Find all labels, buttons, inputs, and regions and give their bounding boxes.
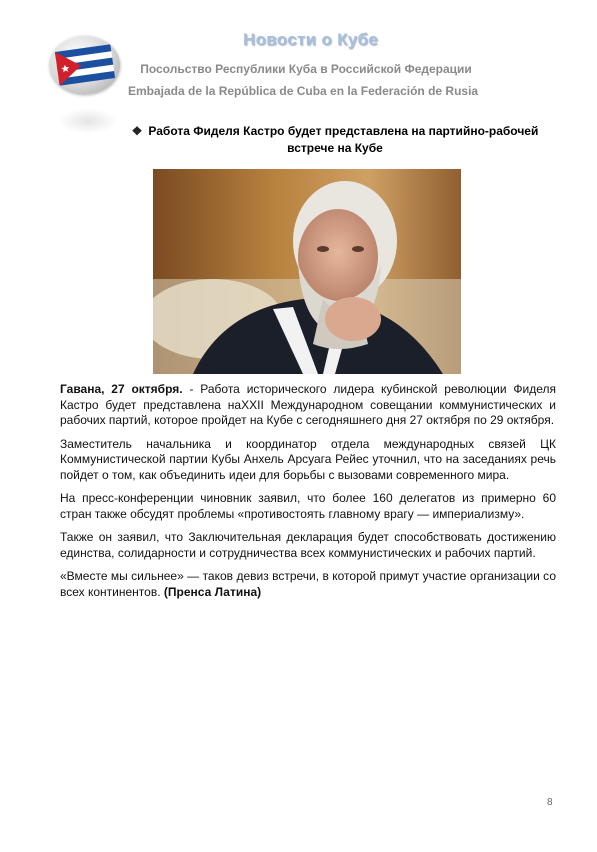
paragraph-5-text: «Вместе мы сильнее» — таков девиз встречи, в которой примут участие организации со всех континентов. [60,569,556,599]
dateline: Гавана, 27 октября. [60,382,183,396]
portrait-illustration [153,169,461,374]
article-body [60,382,556,608]
embassy-name-es: Embajada de la República de Cuba en la Federación de Rusia [128,84,479,98]
article-headline [110,123,560,157]
embassy-name-ru [0,62,597,76]
paragraph-2: Заместитель начальника и координатор отдела международных связей ЦК Коммунистической партии Кубы Анхель Арсуага Рейес уточнил, что на заседаниях речь пойдет о том, как объединить идеи для борьбы с вызовами современного мира. [60,436,556,482]
paragraph-3: На пресс-конференции чиновник заявил, что более 160 делегатов из примерно 60 стран также обсудят проблемы «противостоять главному врагу — империализму». [60,491,556,521]
headline-text: Работа Фиделя Кастро будет представлена на партийно-рабочей встрече на Кубе [148,124,539,155]
paragraph-1 [60,382,556,429]
logo-reflection [58,108,118,134]
page-number: 8 [547,797,553,808]
paragraph-5 [60,569,556,600]
paragraph-4: Также он заявил, что Заключительная декларация будет способствовать достижению единства, солидарности и сотрудничества всех коммунистических и рабочих партий. [60,530,556,560]
paragraph-1-text: - Работа исторического лидера кубинской революции Фиделя Кастро будет представлена наXXII Международном совещании коммунистических и рабочих партий, которое пройдет на Кубе с сегодняшнего дня 27 октября по 29 октября. [60,382,556,427]
article-photo [153,169,461,374]
diamond-bullet-icon: ❖ [131,124,143,138]
news-source: (Пренса Латина) [163,584,262,599]
embassy-name-ru-text: Посольство Республики Куба в Российской Федерации [140,62,472,76]
masthead-title: Новости о Кубе [243,30,379,49]
